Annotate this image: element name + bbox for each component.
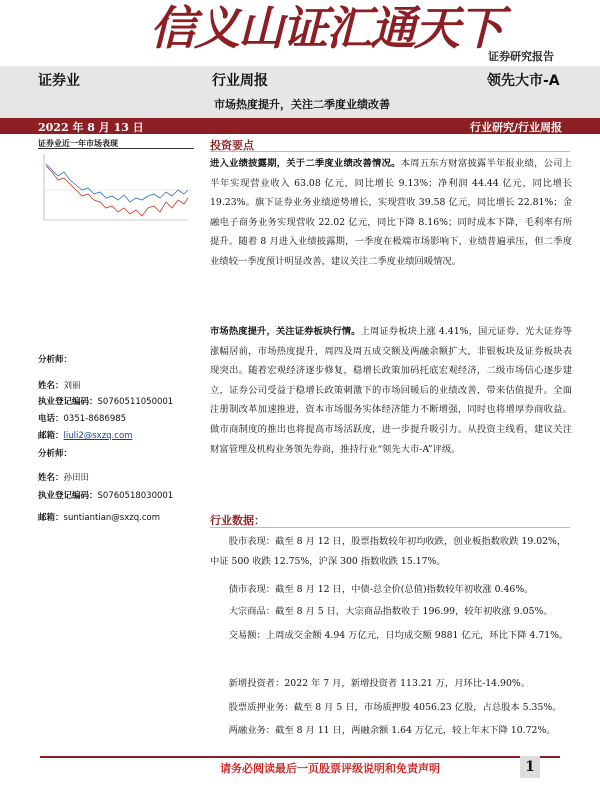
paragraph-earnings-body: 本周五东方财富披露半年报业绩，公司上半年实现营业收入 63.08 亿元，同比增长 9.13%；净利润 44.44 亿元，同比增长 19.23%。旗下证券业务业绩逆势增长，实现营收 39.58 亿元，同比增长 22.81%；金融电子商务业务实现营收 22.02 亿元，同比下降 8.16%；同时成本下降，毛利率有所提升。随着 8 月进入业绩披露期，一季度在极端市场影响下，业绩普遍承压，但二季度业绩较一季度预计明显改善，建议关注二季度业绩回暖情况。: [210, 158, 572, 267]
chart-title: 证券业近一年市场表现: [38, 139, 118, 148]
footer-disclaimer-link[interactable]: 请务必阅读最后一页股票评级说明和免责声明: [220, 762, 440, 775]
analyst-2-cert-row: [38, 492, 173, 501]
analyst-2-email-link[interactable]: suntiantian@sxzq.com: [63, 513, 160, 523]
analyst-2-name: 孙田田: [63, 473, 90, 483]
analyst-1-name-row: [38, 382, 81, 391]
industry-data-heading: 行业数据：: [210, 514, 265, 527]
data-bond-market: 债市表现：截至 8 月 12 日，中债-总全价(总值)指数较年初收涨 0.46%。: [228, 584, 534, 595]
analyst-1-email-key: 邮箱：: [38, 431, 64, 441]
footer-rule: [40, 756, 560, 758]
report-category: 行业研究/行业周报: [470, 121, 563, 134]
paragraph-market: [210, 322, 572, 459]
industry-label: 证券业: [38, 73, 80, 89]
report-date: 2022 年 8 月 13 日: [38, 121, 144, 134]
market-performance-chart: [38, 150, 198, 230]
analyst-1-name-key: 姓名：: [38, 381, 64, 391]
investment-points-heading: 投资要点: [210, 139, 254, 152]
analyst-2-email-row: [38, 514, 160, 523]
report-type-label: 证券研究报告: [488, 50, 554, 63]
data-margin-trading: 两融业务：截至 8 月 11 日，两融余额 1.64 万亿元，较上年末下降 10.72%。: [228, 725, 556, 736]
analyst-1-phone-row: [38, 415, 126, 424]
paragraph-earnings: [210, 154, 572, 272]
paragraph-market-body: 上周证券板块上涨 4.41%，国元证券、光大证券等涨幅居前，市场热度提升，周四及周五成交额及两融余额扩大，非银板块及证券板块表现突出。随着宏观经济逐步修复，稳增长政策加码托底宏观经济，二级市场信心逐步建立，证券公司受益于稳增长政策刺激下的市场回暖后的业绩改善，带来估值提升。全面注册制改革加速推进，资本市场服务实体经济能力不断增强，同时也将增厚券商收益。做市商制度的推出也将提高市场活跃度，进一步提升吸引力。从投资主线看，建议关注财富管理及机构业务领先券商，推持行业“领先大市-A”评级。: [210, 326, 572, 455]
analyst-2-cert: S0760518030001: [97, 491, 174, 501]
analyst-1-email-link[interactable]: liuli2@sxzq.com: [63, 431, 133, 441]
page-number: 1: [520, 756, 540, 778]
chart-series-blue: [46, 164, 188, 202]
analyst-1-label: 分析师：: [38, 355, 73, 365]
analyst-1-phone: 0351-8686985: [63, 414, 127, 424]
analyst-2-name-row: [38, 474, 89, 483]
date-band: [0, 118, 600, 134]
data-commodities: 大宗商品：截至 8 月 5 日，大宗商品指数收于 196.99，较年初收涨 9.05%。: [228, 606, 553, 617]
analyst-1-cert-key: 执业登记编码：: [38, 397, 98, 407]
analyst-1-cert: S0760511050001: [97, 397, 174, 407]
analyst-1-phone-key: 电话：: [38, 414, 64, 424]
industry-data-rule: [210, 527, 570, 528]
data-stock-pledge: 股票质押业务：截至 8 月 5 日，市场质押股 4056.23 亿股，占总股本 5.35%。: [228, 702, 562, 713]
slogan-text: 信义山证汇通天下: [150, 1, 502, 55]
data-turnover: 交易额：上周成交金额 4.94 万亿元，日均成交额 9881 亿元，环比下降 4.71%。: [228, 630, 569, 641]
data-stock-market: 股市表现：截至 8 月 12 日，股票指数较年初均收跌，创业板指数收跌 19.02%，中证 500 收跌 12.75%，沪深 300 指数收跌 15.17%。: [210, 536, 567, 567]
chart-title-rule: [38, 148, 194, 149]
analyst-2-email-key: 邮箱：: [38, 513, 64, 523]
investment-heading-rule: [210, 151, 570, 152]
analyst-2-cert-key: 执业登记编码：: [38, 491, 98, 501]
analyst-2-label: 分析师：: [38, 449, 73, 459]
analyst-1-email-row: [38, 432, 132, 441]
report-subtitle: 市场热度提升，关注二季度业绩改善: [214, 98, 390, 111]
rating-label: 领先大市-A: [487, 73, 560, 89]
analyst-1-name: 刘丽: [63, 381, 81, 391]
analyst-2-name-key: 姓名：: [38, 473, 64, 483]
paragraph-market-lead: 市场热度提升，关注证券板块行情。: [210, 326, 361, 337]
paragraph-earnings-lead: 进入业绩披露期，关于二季度业绩改善情况。: [210, 158, 401, 169]
data-new-investors: 新增投资者：2022 年 7 月，新增投资者 113.21 万，月环比-14.90%。: [228, 678, 531, 689]
chart-series-red: [46, 166, 188, 216]
analyst-1-cert-row: [38, 398, 173, 407]
report-kind: 行业周报: [212, 73, 268, 89]
